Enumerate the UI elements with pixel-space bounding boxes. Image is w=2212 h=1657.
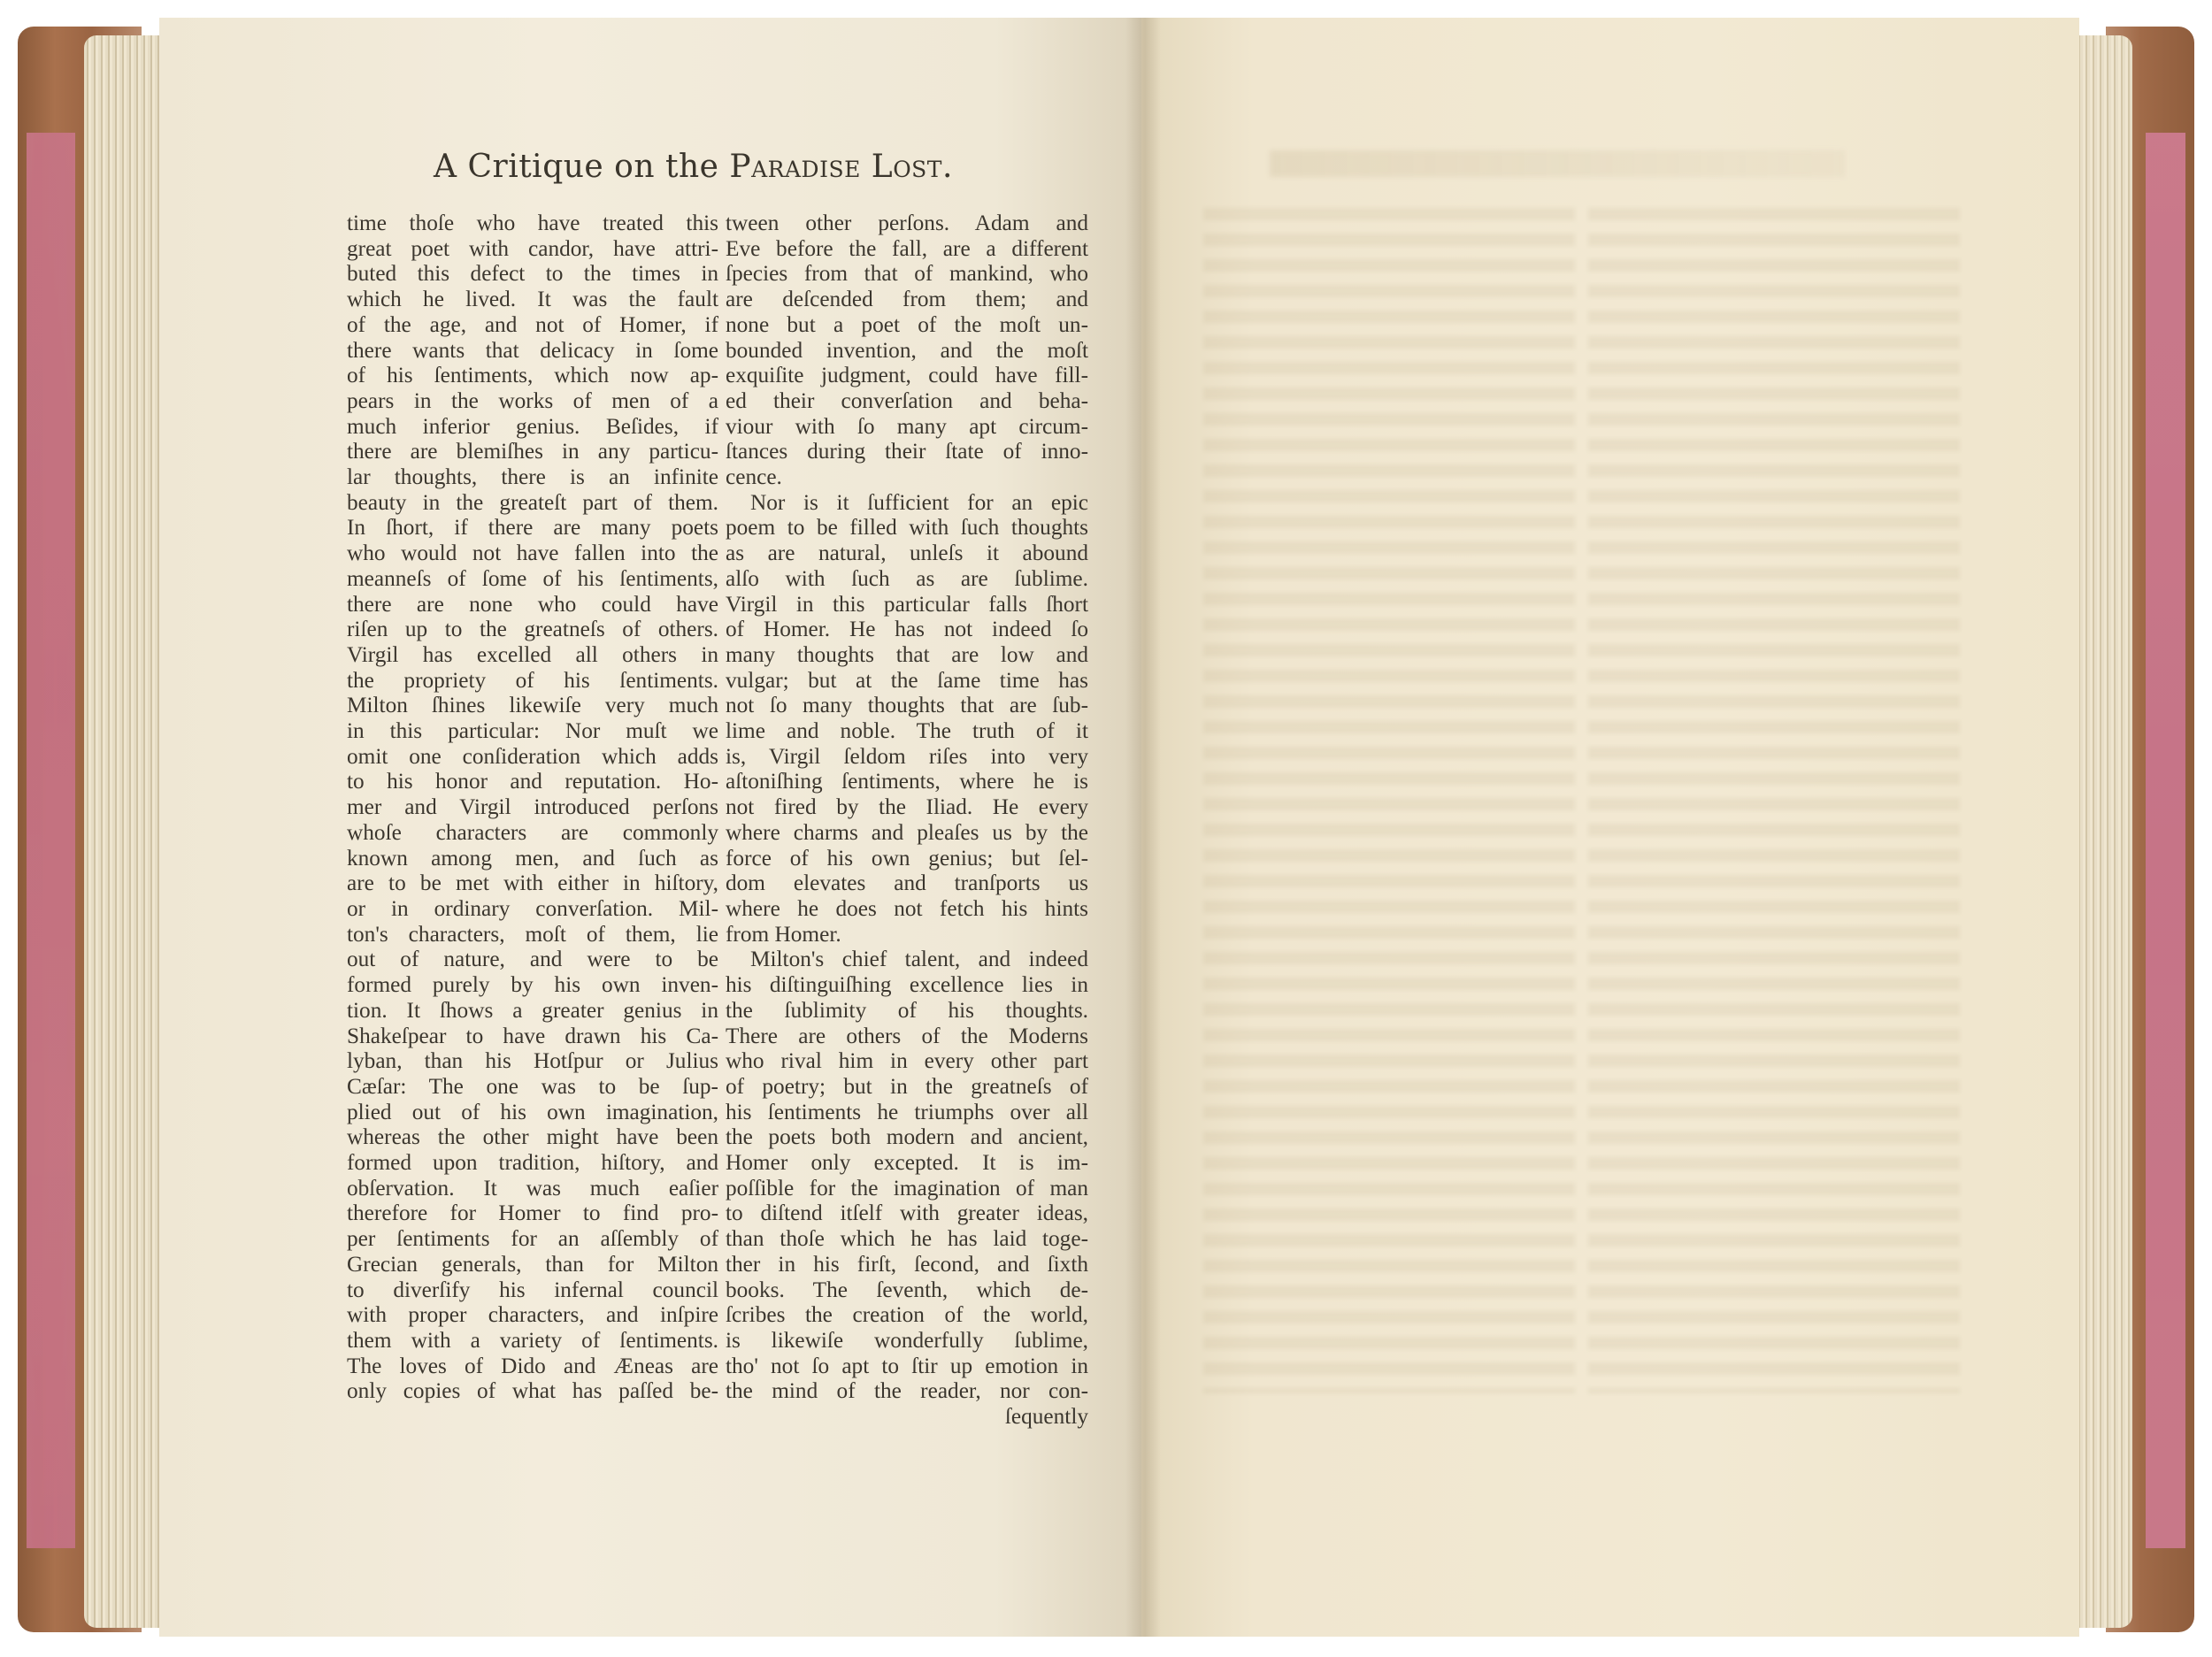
text-line: there are blemiſhes in any particu-: [347, 439, 718, 464]
text-line: formed purely by his own inven-: [347, 972, 718, 998]
text-line: viour with ſo many apt circum-: [726, 413, 1088, 439]
text-line: lime and noble. The truth of it: [726, 718, 1088, 744]
text-line: the mind of the reader, nor con-: [726, 1378, 1088, 1404]
text-line: to his honor and reputation. Ho-: [347, 769, 718, 794]
catchword: ſequently: [1004, 1404, 1088, 1430]
left-text-column: [347, 211, 718, 1404]
text-line: In ſhort, if there are many poets: [347, 515, 718, 541]
text-line: his diſtinguiſhing excellence lies in: [726, 972, 1088, 998]
text-line: who would not have fallen into the: [347, 541, 718, 566]
text-line: Homer only excepted. It is im-: [726, 1150, 1088, 1176]
text-line: formed upon tradition, hiſtory, and: [347, 1150, 718, 1176]
text-line: dom elevates and tranſports us: [726, 871, 1088, 896]
text-line: ed their converſation and beha-: [726, 387, 1088, 413]
running-head-prefix: A Critique on the: [434, 149, 719, 185]
text-line: out of nature, and were to be: [347, 947, 718, 972]
text-line: vulgar; but at the ſame time has: [726, 667, 1088, 693]
text-line: tween other perſons. Adam and: [726, 211, 1088, 235]
running-head-title: Paradise Lost.: [729, 149, 953, 185]
text-line: whoſe characters are commonly: [347, 819, 718, 845]
text-line: exquiſite judgment, could have fill-: [726, 363, 1088, 388]
text-line: Milton ſhines likewiſe very much: [347, 693, 718, 718]
text-line: not ſo many thoughts that are ſub-: [726, 693, 1088, 718]
text-line: riſen up to the greatneſs of others.: [347, 617, 718, 642]
right-page-show-through-column-1: [1203, 208, 1575, 1393]
text-line: Virgil in this particular falls ſhort: [726, 591, 1088, 617]
text-line: or in ordinary converſation. Mil-: [347, 895, 718, 921]
text-line: known among men, and ſuch as: [347, 845, 718, 871]
text-line: There are others of the Moderns: [726, 1023, 1088, 1048]
left-marbled-edge: [27, 133, 75, 1548]
text-line: where charms and pleaſes us by the: [726, 819, 1088, 845]
text-line: pears in the works of men of a: [347, 387, 718, 413]
text-line: in this particular: Nor muſt we: [347, 718, 718, 744]
running-head: [434, 149, 1053, 185]
text-line: which he lived. It was the fault: [347, 287, 718, 312]
text-line: them with a variety of ſentiments.: [347, 1327, 718, 1353]
text-line: the poets both modern and ancient,: [726, 1124, 1088, 1150]
text-line: only copies of what has paſſed be-: [347, 1378, 718, 1404]
text-line: Shakeſpear to have drawn his Ca-: [347, 1023, 718, 1048]
text-line: not fired by the Iliad. He every: [726, 794, 1088, 820]
text-line: Nor is it ſufficient for an epic: [750, 489, 1088, 515]
text-line: the ſublimity of his thoughts.: [726, 997, 1088, 1023]
text-line: alſo with ſuch as are ſublime.: [726, 565, 1088, 591]
text-line: ton's characters, moſt of them, lie: [347, 921, 718, 947]
text-line: who rival him in every other part: [726, 1048, 1088, 1074]
text-line: plied out of his own imagination,: [347, 1099, 718, 1124]
text-line: tion. It ſhows a greater genius in: [347, 997, 718, 1023]
text-line: omit one conſideration which adds: [347, 743, 718, 769]
text-line: with proper characters, and inſpire: [347, 1302, 718, 1328]
text-line: mer and Virgil introduced perſons: [347, 794, 718, 820]
text-line: poſſible for the imagination of man: [726, 1175, 1088, 1201]
text-line: as are natural, unleſs it abound: [726, 541, 1088, 566]
text-line: from Homer.: [726, 921, 841, 947]
text-line: of poetry; but in the greatneſs of: [726, 1073, 1088, 1099]
text-line: Eve before the fall, are a different: [726, 235, 1088, 261]
text-line: obſervation. It was much eaſier: [347, 1175, 718, 1201]
text-line: tho' not ſo apt to ſtir up emotion in: [726, 1353, 1088, 1378]
text-line: buted this defect to the times in: [347, 261, 718, 287]
text-line: Milton's chief talent, and indeed: [750, 947, 1088, 972]
text-line: Virgil has excelled all others in: [347, 641, 718, 667]
book-gutter: [1125, 18, 1161, 1637]
text-line: than thoſe which he has laid toge-: [726, 1226, 1088, 1252]
text-line: of his ſentiments, which now ap-: [347, 363, 718, 388]
text-line: many thoughts that are low and: [726, 641, 1088, 667]
right-text-column: [726, 211, 1088, 1430]
right-page-show-through-heading: [1270, 150, 1845, 177]
text-line: of Homer. He has not indeed ſo: [726, 617, 1088, 642]
text-line: there are none who could have: [347, 591, 718, 617]
text-line: ſpecies from that of mankind, who: [726, 261, 1088, 287]
text-line: are deſcended from them; and: [726, 287, 1088, 312]
text-line: ther in his firſt, ſecond, and ſixth: [726, 1251, 1088, 1277]
text-line: his ſentiments he triumphs over all: [726, 1099, 1088, 1124]
text-line: the propriety of his ſentiments.: [347, 667, 718, 693]
text-line: to diſtend itſelf with greater ideas,: [726, 1201, 1088, 1226]
text-line: Cæſar: The one was to be ſup-: [347, 1073, 718, 1099]
text-line: aſtoniſhing ſentiments, where he is: [726, 769, 1088, 794]
text-line: cence.: [726, 464, 782, 490]
text-line: is, Virgil ſeldom riſes into very: [726, 743, 1088, 769]
text-line: ſtances during their ſtate of inno-: [726, 439, 1088, 464]
text-line: Grecian generals, than for Milton: [347, 1251, 718, 1277]
text-line: poem to be filled with ſuch thoughts: [726, 515, 1088, 541]
text-line: therefore for Homer to find pro-: [347, 1201, 718, 1226]
text-line: much inferior genius. Beſides, if: [347, 413, 718, 439]
text-line: lar thoughts, there is an infinite: [347, 464, 718, 490]
text-line: force of his own genius; but ſel-: [726, 845, 1088, 871]
text-line: to diverſify his infernal council: [347, 1277, 718, 1302]
text-line: is likewiſe wonderfully ſublime,: [726, 1327, 1088, 1353]
text-line: there wants that delicacy in ſome: [347, 337, 718, 363]
text-line: per ſentiments for an aſſembly of: [347, 1226, 718, 1252]
text-line: time thoſe who have treated this: [347, 211, 718, 235]
text-line: books. The ſeventh, which de-: [726, 1277, 1088, 1302]
text-line: The loves of Dido and Æneas are: [347, 1353, 718, 1378]
text-line: none but a poet of the moſt un-: [726, 311, 1088, 337]
text-line: bounded invention, and the moſt: [726, 337, 1088, 363]
right-page-show-through-column-2: [1588, 208, 1960, 1393]
text-line: ſcribes the creation of the world,: [726, 1302, 1088, 1328]
text-line: of the age, and not of Homer, if: [347, 311, 718, 337]
text-line: beauty in the greateſt part of them.: [347, 489, 718, 515]
text-line: meanneſs of ſome of his ſentiments,: [347, 565, 718, 591]
text-line: whereas the other might have been: [347, 1124, 718, 1150]
text-line: where he does not fetch his hints: [726, 895, 1088, 921]
text-line: great poet with candor, have attri-: [347, 235, 718, 261]
right-marbled-edge: [2146, 133, 2185, 1548]
text-line: lyban, than his Hotſpur or Julius: [347, 1048, 718, 1074]
text-line: are to be met with either in hiſtory,: [347, 871, 718, 896]
